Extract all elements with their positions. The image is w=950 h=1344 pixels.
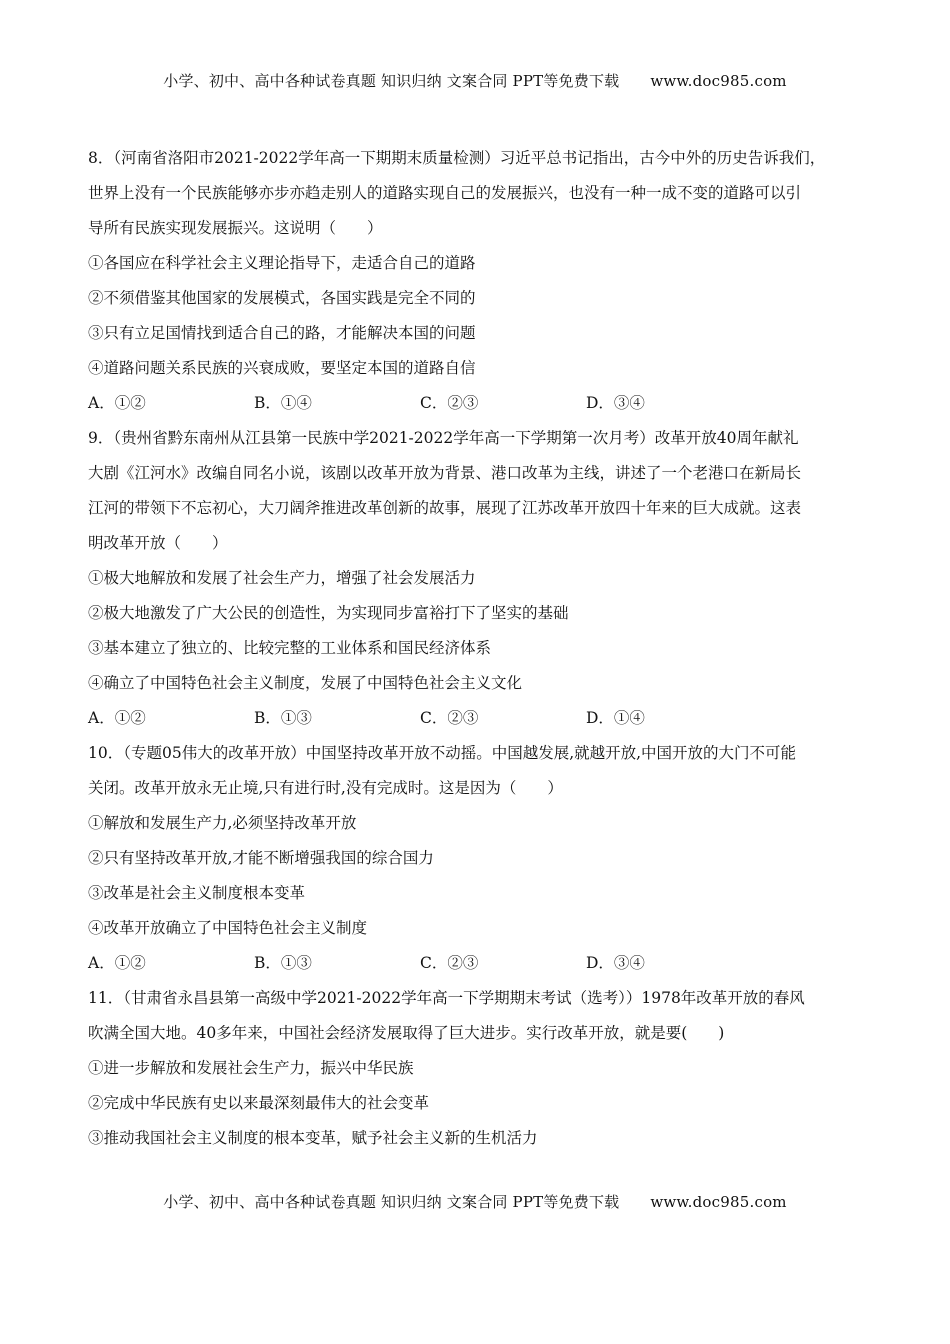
question-stem-line: 9．（贵州省黔东南州从江县第一民族中学2021-2022学年高一下学期第一次月考）改革开放40周年献礼	[88, 429, 799, 447]
question-11	[88, 981, 878, 1156]
statement-item: ③推动我国社会主义制度的根本变革，赋予社会主义新的生机活力	[88, 1129, 538, 1147]
statement-item: ④确立了中国特色社会主义制度，发展了中国特色社会主义文化	[88, 674, 523, 692]
question-stem-line: 明改革开放（ ）	[88, 534, 228, 552]
option-a[interactable]: A．①②	[88, 954, 146, 972]
answer-options	[88, 701, 878, 736]
option-d[interactable]: D．①④	[586, 709, 645, 727]
option-b[interactable]: B．①③	[254, 954, 312, 972]
option-b[interactable]: B．①③	[254, 709, 312, 727]
header-site-link[interactable]: www.doc985.com	[650, 72, 787, 90]
statement-item: ③只有立足国情找到适合自己的路，才能解决本国的问题	[88, 324, 476, 342]
option-c[interactable]: C．②③	[420, 709, 479, 727]
statement-item: ②完成中华民族有史以来最深刻最伟大的社会变革	[88, 1094, 430, 1112]
question-stem-line: 关闭。改革开放永无止境,只有进行时,没有完成时。这是因为（ ）	[88, 779, 563, 797]
statement-item: ①极大地解放和发展了社会生产力，增强了社会发展活力	[88, 569, 476, 587]
page-footer	[0, 1191, 950, 1212]
question-stem-line: 江河的带领下不忘初心，大刀阔斧推进改革创新的故事，展现了江苏改革开放四十年来的巨大成就。这表	[88, 499, 802, 517]
statement-item: ①进一步解放和发展社会生产力，振兴中华民族	[88, 1059, 414, 1077]
question-stem-line: 吹满全国大地。40多年来，中国社会经济发展取得了巨大进步。实行改革开放，就是要( )	[88, 1024, 725, 1042]
option-a[interactable]: A．①②	[88, 394, 146, 412]
option-c[interactable]: C．②③	[420, 954, 479, 972]
question-9	[88, 421, 878, 736]
statement-item: ①解放和发展生产力,必须坚持改革开放	[88, 814, 357, 832]
statement-item: ②不须借鉴其他国家的发展模式，各国实践是完全不同的	[88, 289, 476, 307]
question-8	[88, 141, 878, 421]
question-10	[88, 736, 878, 981]
statement-item: ④改革开放确立了中国特色社会主义制度	[88, 919, 368, 937]
option-d[interactable]: D．③④	[586, 954, 645, 972]
footer-text: 小学、初中、高中各种试卷真题 知识归纳 文案合同 PPT等免费下载	[163, 1193, 620, 1211]
question-stem-line: 8．（河南省洛阳市2021-2022学年高一下期期末质量检测）习近平总书记指出，古今中外的历史告诉我们，	[88, 149, 826, 167]
option-b[interactable]: B．①④	[254, 394, 312, 412]
footer-site-link[interactable]: www.doc985.com	[650, 1193, 787, 1211]
question-content	[88, 141, 878, 1156]
option-c[interactable]: C．②③	[420, 394, 479, 412]
statement-item: ②极大地激发了广大公民的创造性，为实现同步富裕打下了坚实的基础	[88, 604, 569, 622]
question-stem-line: 世界上没有一个民族能够亦步亦趋走别人的道路实现自己的发展振兴，也没有一种一成不变的道路可以引	[88, 184, 802, 202]
option-a[interactable]: A．①②	[88, 709, 146, 727]
statement-item: ④道路问题关系民族的兴衰成败，要坚定本国的道路自信	[88, 359, 476, 377]
question-stem-line: 导所有民族实现发展振兴。这说明（ ）	[88, 219, 383, 237]
question-stem-line: 10．（专题05伟大的改革开放）中国坚持改革开放不动摇。中国越发展,就越开放,中国开放的大门不可能	[88, 744, 797, 762]
statement-item: ①各国应在科学社会主义理论指导下，走适合自己的道路	[88, 254, 476, 272]
statement-item: ②只有坚持改革开放,才能不断增强我国的综合国力	[88, 849, 434, 867]
statement-item: ③基本建立了独立的、比较完整的工业体系和国民经济体系	[88, 639, 492, 657]
answer-options	[88, 386, 878, 421]
header-text: 小学、初中、高中各种试卷真题 知识归纳 文案合同 PPT等免费下载	[163, 72, 620, 90]
option-d[interactable]: D．③④	[586, 394, 645, 412]
page-header	[0, 70, 950, 91]
statement-item: ③改革是社会主义制度根本变革	[88, 884, 306, 902]
answer-options	[88, 946, 878, 981]
question-stem-line: 11．（甘肃省永昌县第一高级中学2021-2022学年高一下学期期末考试（选考））1978年改革开放的春风	[88, 989, 805, 1007]
question-stem-line: 大剧《江河水》改编自同名小说，该剧以改革开放为背景、港口改革为主线，讲述了一个老港口在新局长	[88, 464, 802, 482]
